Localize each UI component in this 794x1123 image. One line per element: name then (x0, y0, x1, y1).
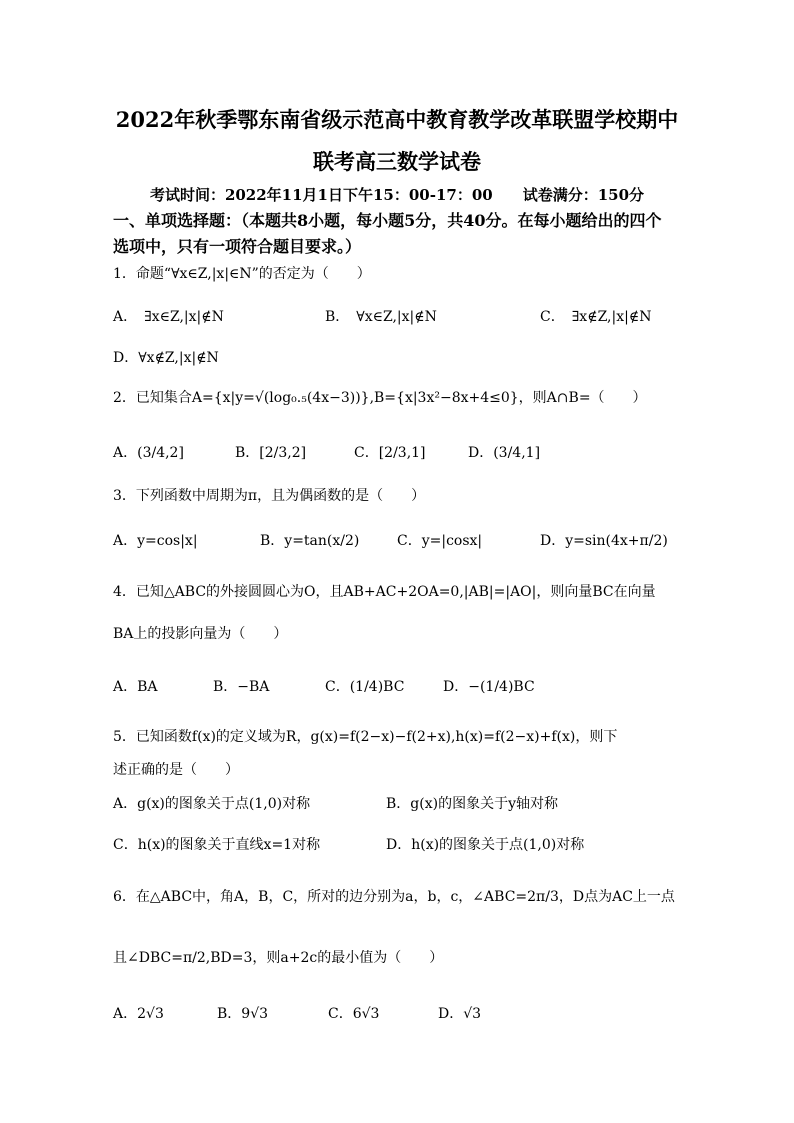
q6-option-b: B．9√3 (217, 1006, 269, 1022)
q4-option-a: A．BA (113, 679, 158, 695)
q5-option-d: D．h(x)的图象关于点(1,0)对称 (386, 837, 585, 853)
section-heading-line2: 选项中，只有一项符合题目要求。） (113, 237, 362, 256)
q6-option-a: A．2√3 (113, 1006, 164, 1022)
q6-stem-line1: 6．在△ABC中，角A，B，C，所对的边分别为a，b，c，∠ABC=2π/3，D点为AC上一点 (113, 889, 675, 905)
q5-option-a: A．g(x)的图象关于点(1,0)对称 (113, 796, 311, 812)
exam-title-line2: 联考高三数学试卷 (313, 149, 481, 174)
q4-stem-line2: BA上的投影向量为（ ） (113, 626, 288, 642)
q2-option-d: D．(3/4,1] (468, 445, 541, 461)
q5-stem-line1: 5．已知函数f(x)的定义域为R，g(x)=f(2−x)−f(2+x),h(x)=f(2−x)+f(x)，则下 (113, 729, 618, 745)
q4-stem-line1: 4．已知△ABC的外接圆圆心为O，且AB+AC+2OA=0,|AB|=|AO|，则向量BC在向量 (113, 584, 656, 600)
q6-stem-line2: 且∠DBC=π/2,BD=3，则a+2c的最小值为（ ） (113, 950, 444, 966)
q1-option-b: B． ∀x∈Z,|x|∉N (325, 309, 437, 325)
q3-option-b: B．y=tan(x/2) (260, 533, 360, 549)
exam-time-and-score: 考试时间：2022年11月1日下午15：00-17：00 试卷满分：150分 (149, 186, 645, 204)
q1-option-a: A． ∃x∈Z,|x|∉N (113, 309, 224, 325)
q3-option-d: D．y=sin(4x+π/2) (540, 533, 668, 549)
q4-option-c: C．(1/4)BC (325, 679, 405, 695)
q2-stem: 2．已知集合A={x|y=√(log₀.₅(4x−3))},B={x|3x²−8x+4≤0}，则A∩B=（ ） (113, 390, 647, 406)
q4-option-b: B．−BA (213, 679, 270, 695)
q3-option-a: A．y=cos|x| (113, 533, 198, 549)
exam-title-line1: 2022年秋季鄂东南省级示范高中教育教学改革联盟学校期中 (115, 107, 679, 132)
q6-option-d: D．√3 (438, 1006, 482, 1022)
section-heading (113, 208, 693, 260)
q3-stem: 3．下列函数中周期为π，且为偶函数的是（ ） (113, 488, 426, 504)
q1-option-c: C． ∃x∉Z,|x|∉N (540, 309, 652, 325)
q5-option-b: B．g(x)的图象关于y轴对称 (386, 796, 558, 812)
q1-option-d: D．∀x∉Z,|x|∉N (113, 350, 219, 366)
q5-stem-line2: 述正确的是（ ） (113, 762, 239, 778)
q2-option-c: C．[2/3,1] (354, 445, 426, 461)
q4-option-d: D．−(1/4)BC (443, 679, 535, 695)
q1-stem: 1．命题“∀x∈Z,|x|∈N”的否定为（ ） (113, 266, 371, 282)
section-heading-line1: 一、单项选择题：（本题共8小题，每小题5分，共40分。在每小题给出的四个 (113, 211, 662, 230)
q2-option-b: B．[2/3,2] (235, 445, 307, 461)
q2-option-a: A．(3/4,2] (113, 445, 184, 461)
q6-option-c: C．6√3 (328, 1006, 380, 1022)
q5-option-c: C．h(x)的图象关于直线x=1对称 (113, 837, 321, 853)
q3-option-c: C．y=|cosx| (397, 533, 483, 549)
